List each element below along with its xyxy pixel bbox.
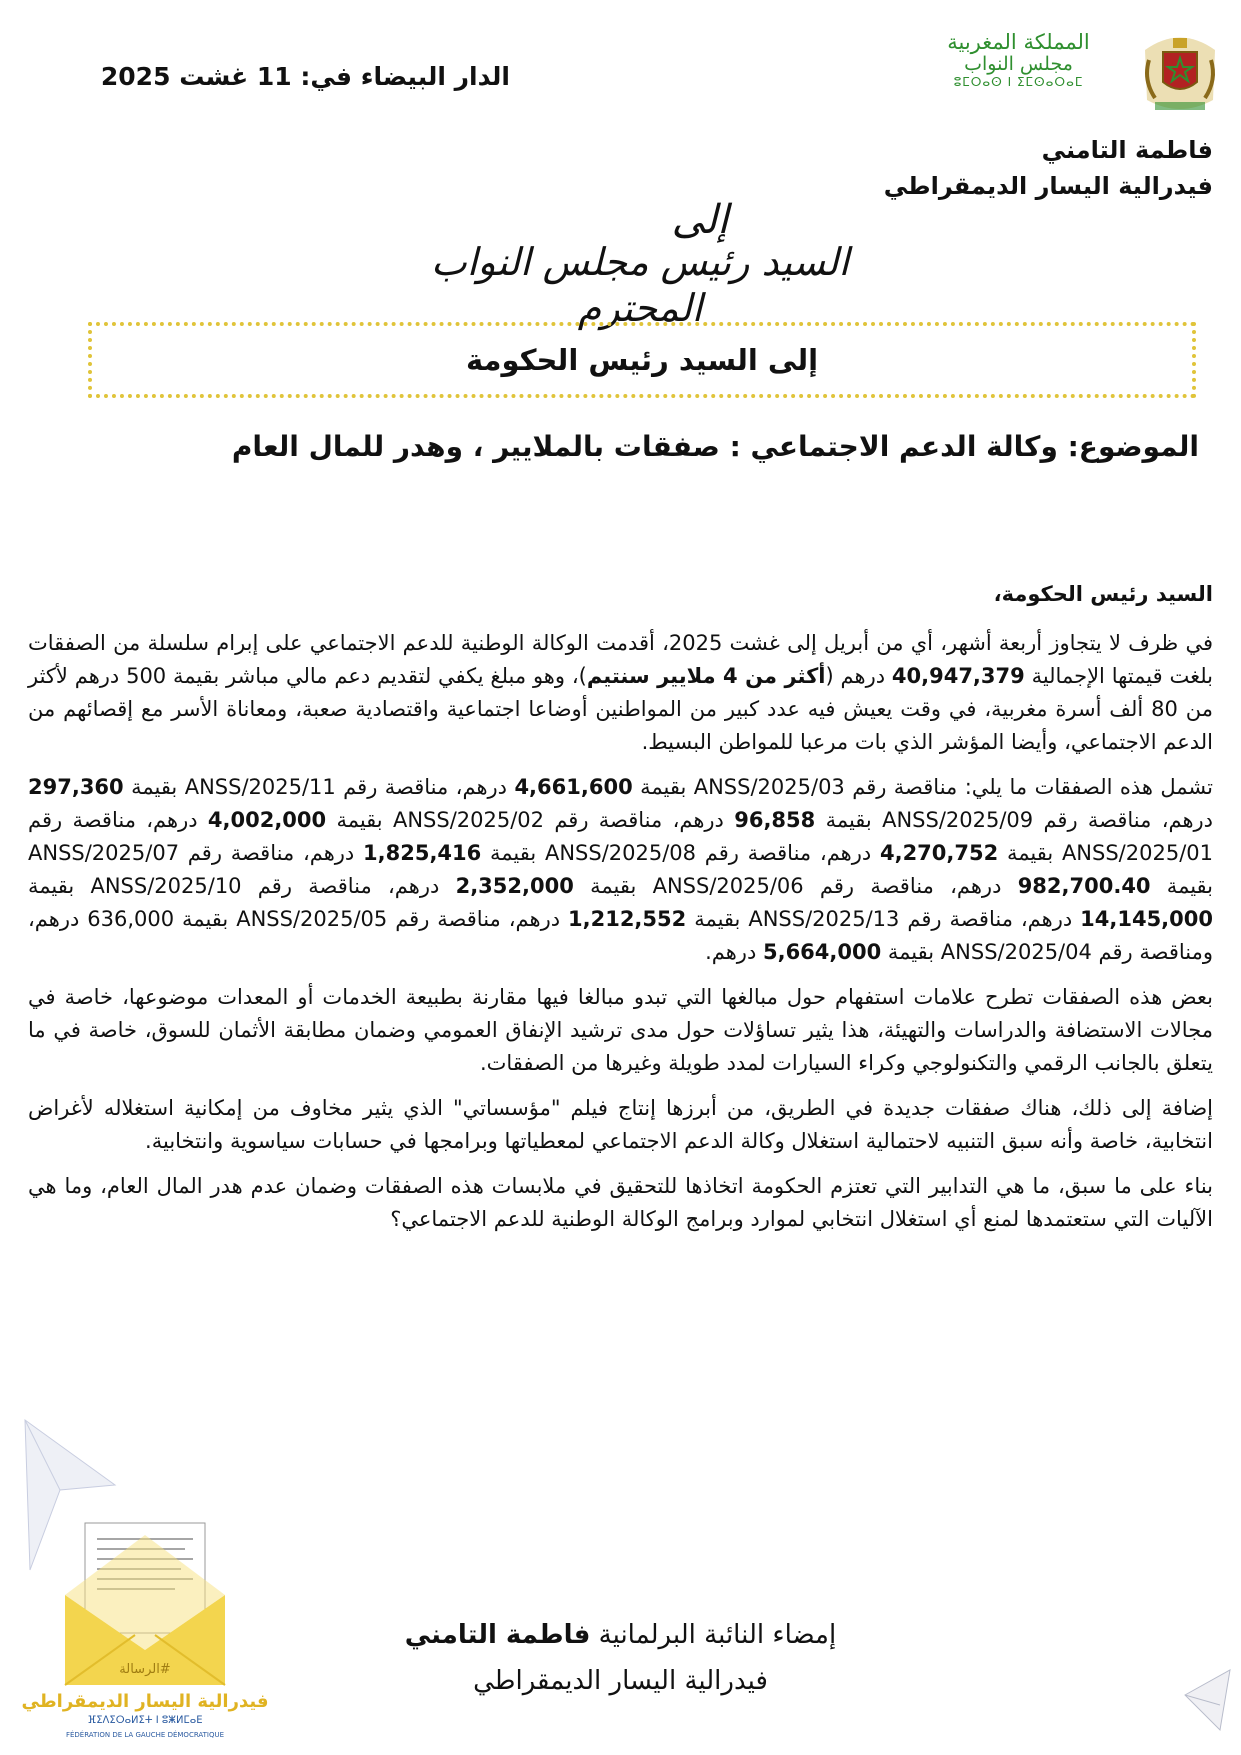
- tender-ref: ANSS/2025/09: [882, 808, 1034, 832]
- logo-amazigh: ⵓⵎⵔⴰⵙ ⵏ ⵉⵎⵙⴰⵔⴰⵎ: [953, 74, 1084, 89]
- tender-item: [705, 940, 1213, 964]
- tender-ref: ANSS/2025/11: [184, 775, 336, 799]
- tender-label: مناقصة رقم: [844, 775, 958, 799]
- tender-ref: ANSS/2025/06: [652, 874, 804, 898]
- tender-label: مناقصة رقم: [696, 841, 812, 865]
- tender-ref: ANSS/2025/05: [236, 907, 388, 931]
- tender-currency: درهم،: [500, 907, 568, 931]
- tender-currency: درهم،: [811, 841, 880, 865]
- tender-amount: 5,664,000: [762, 940, 882, 964]
- tender-value-label: بقيمة: [174, 907, 237, 931]
- paragraph-3: بعض هذه الصفقات تطرح علامات استفهام حول مبالغها التي تبدو مبالغا فيها مقارنة بطبيعة الخدمات أو المعدات موضوعها، خاصة في مجالات الاستضافة والدراسات والتهيئة، هذا يثير تساؤلات حول مدى ترشيد الإنفاق العمومي وضمان مطابقة الأثمان للسوق، خاصة في ما يتعلق بالجانب الرقمي والتكنولوجي وكراء السيارات لمدد طويلة وغيرها من الصفقات.: [28, 985, 1213, 1075]
- tender-amount: 4,002,000: [207, 808, 327, 832]
- tender-value-label: بقيمة: [998, 841, 1062, 865]
- tender-label: مناقصة رقم: [544, 808, 663, 832]
- tender-item: [136, 808, 662, 832]
- tender-amount: 982,700.40: [1017, 874, 1151, 898]
- parliament-logo-text: [931, 30, 1106, 90]
- tender-value-label: بقيمة: [815, 808, 883, 832]
- tender-currency: درهم،: [371, 874, 456, 898]
- tender-value-label: بقيمة: [326, 808, 393, 832]
- letter-body: [28, 578, 1213, 1248]
- tender-currency: درهم،: [294, 841, 364, 865]
- tender-currency: درهم،: [1151, 808, 1214, 832]
- tender-value-label: بقيمة: [686, 907, 749, 931]
- coat-of-arms-icon: [1135, 30, 1225, 115]
- sender-block: [884, 132, 1213, 204]
- handwritten-recipient: [380, 197, 900, 331]
- tenders-paragraph: [28, 771, 1213, 969]
- tender-label: مناقصة رقم: [1033, 808, 1152, 832]
- tender-amount: 297,360: [28, 775, 124, 799]
- handwritten-name: السيد رئيس مجلس النواب المحترم: [431, 240, 849, 330]
- p1-bold: أكثر من 4 ملايير سنتيم: [586, 664, 826, 688]
- tender-ref: ANSS/2025/07: [28, 841, 180, 865]
- tenders-intro: تشمل هذه الصفقات ما يلي:: [964, 775, 1214, 799]
- paragraph-1: [28, 627, 1213, 759]
- p1-text-b: درهم (: [825, 664, 892, 688]
- tender-label: مناقصة رقم: [803, 874, 934, 898]
- tender-item: [448, 775, 957, 799]
- tender-amount: 636,000: [87, 907, 175, 931]
- tender-ref: ANSS/2025/03: [693, 775, 845, 799]
- signature-party: فيدرالية اليسار الديمقراطي: [473, 1666, 768, 1696]
- tender-value-label: بقيمة: [481, 841, 545, 865]
- paragraph-5: بناء على ما سبق، ما هي التدابير التي تعتزم الحكومة اتخاذها للتحقيق في ملابسات هذه الصفقات وضمان عدم هدر المال العام، وما هي الآليات التي ستعتمدها لمنع أي استغلال انتخابي لموارد وبرامج الوكالة الوطنية للدعم الاجتماعي؟: [28, 1174, 1213, 1231]
- tender-amount: 96,858: [734, 808, 816, 832]
- sender-party: فيدرالية اليسار الديمقراطي: [883, 172, 1213, 200]
- tender-label: ومناقصة رقم: [1091, 940, 1213, 964]
- tender-amount: 4,661,600: [514, 775, 633, 799]
- paper-plane-decoration-icon: [1180, 1665, 1235, 1735]
- tender-amount: 1,212,552: [568, 907, 687, 931]
- tender-ref: ANSS/2025/02: [392, 808, 545, 832]
- tender-currency: درهم،: [28, 907, 88, 931]
- tender-ref: ANSS/2025/08: [544, 841, 697, 865]
- recipient-text: إلى السيد رئيس الحكومة: [465, 343, 819, 377]
- paragraph-4: إضافة إلى ذلك، هناك صفقات جديدة في الطريق، من أبرزها إنتاج فيلم "مؤسساتي" الذي يثير مخاوف من إمكانية استغلاله لأغراض انتخابية، خاصة وأنه سبق التنبيه لاحتمالية استغلال وكالة الدعم الاجتماعي لمعطياتها وبرامجها في حسابات سياسوية وانتخابية.: [28, 1096, 1213, 1153]
- logo-parliament: مجلس النواب: [964, 53, 1073, 76]
- p1-text-c: )، وهو مبلغ يكفي لتقديم دعم مالي مباشر بقيمة 500 درهم لأكثر من 80 ألف أسرة مغربية، في وقت يعيش فيه عدد كبير من المواطنين أوضاعا اجتماعية واقتصادية صعبة، ومعاناة الأسر مع إقصائهم من الدعم الاجتماعي، وأيضا المؤشر الذي بات مرعبا للمواطن البسيط.: [28, 664, 1213, 754]
- tender-amount: 14,145,000: [1080, 907, 1213, 931]
- tender-value-label: بقيمة: [1150, 874, 1214, 898]
- tender-ref: ANSS/2025/10: [90, 874, 242, 898]
- date: 11 غشت 2025: [100, 62, 292, 91]
- tender-item: [294, 841, 811, 865]
- tender-value-label: بقيمة: [28, 874, 91, 898]
- subject-line: الموضوع: وكالة الدعم الاجتماعي : صفقات بالملايير ، وهدر للمال العام: [231, 430, 1199, 463]
- tender-amount: 2,352,000: [455, 874, 574, 898]
- party-envelope-logo: [21, 1515, 269, 1747]
- logo-tag: #الرسالة: [119, 1662, 171, 1677]
- tender-currency: درهم،: [135, 808, 208, 832]
- logo-party-ar: فيدرالية اليسار الديمقراطي: [21, 1691, 269, 1712]
- signature-name: فاطمة التامني: [404, 1620, 591, 1650]
- p1-text-a: في ظرف لا يتجاوز أربعة أشهر، أي من أبريل إلى غشت 2025، أقدمت الوكالة الوطنية للدعم الاجتماعي على إبرام سلسلة من الصفقات بلغت قيمتها الإجمالية: [28, 631, 1214, 688]
- salutation: السيد رئيس الحكومة،: [993, 582, 1213, 606]
- tender-ref: ANSS/2025/01: [1061, 841, 1213, 865]
- tender-label: مناقصة رقم: [241, 874, 372, 898]
- tender-label: مناقصة رقم: [899, 907, 1013, 931]
- tender-currency: درهم.: [705, 940, 763, 964]
- tender-value-label: بقيمة: [881, 940, 941, 964]
- tender-item: [501, 907, 1013, 931]
- logo-kingdom: المملكة المغربية: [947, 30, 1090, 54]
- tender-currency: درهم،: [662, 808, 735, 832]
- logo-party-amz: ⴼⵉⴷⵉⵔⴰⵍⵉⵜ ⵏ ⵓⵥⵍⵎⴰⴹ: [87, 1715, 203, 1726]
- p1-total: 40,947,379: [891, 664, 1025, 688]
- tender-currency: درهم،: [933, 874, 1018, 898]
- tender-currency: درهم،: [1012, 907, 1081, 931]
- tender-currency: درهم،: [448, 775, 515, 799]
- tender-value-label: بقيمة: [632, 775, 694, 799]
- tender-amount: 1,825,416: [363, 841, 482, 865]
- tender-label: مناقصة رقم: [179, 841, 295, 865]
- handwritten-to: إلى: [671, 197, 729, 243]
- signature-label: إمضاء النائبة البرلمانية: [598, 1620, 837, 1650]
- place-date: [90, 62, 510, 91]
- tender-ref: ANSS/2025/13: [748, 907, 900, 931]
- tender-label: مناقصة رقم: [335, 775, 449, 799]
- recipient-box: [88, 322, 1196, 398]
- tender-value-label: بقيمة: [573, 874, 653, 898]
- tender-ref: ANSS/2025/04: [940, 940, 1092, 964]
- logo-party-fr: FÉDÉRATION DE LA GAUCHE DÉMOCRATIQUE: [65, 1731, 225, 1739]
- tender-item: [28, 907, 501, 931]
- tender-label: مناقصة رقم: [28, 808, 136, 832]
- place-label: الدار البيضاء في:: [300, 62, 510, 91]
- tender-amount: 4,270,752: [879, 841, 999, 865]
- tender-item: [662, 808, 1151, 832]
- tender-item: [372, 874, 934, 898]
- tender-value-label: بقيمة: [123, 775, 185, 799]
- tender-label: مناقصة رقم: [387, 907, 501, 931]
- sender-name: فاطمة التامني: [1041, 136, 1213, 164]
